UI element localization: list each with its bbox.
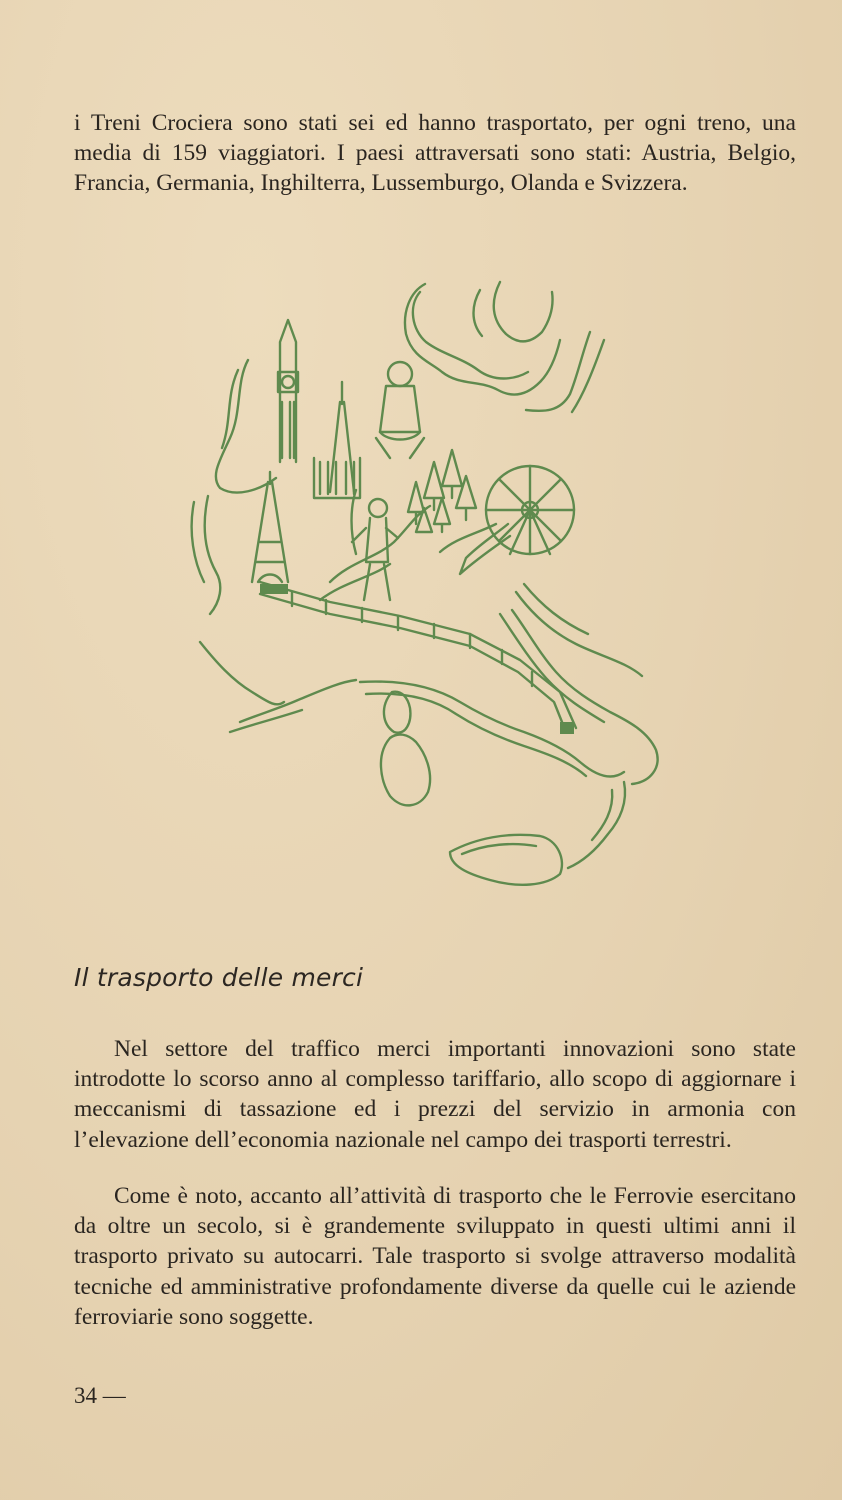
paragraph-treni-crociera: i Treni Crociera sono stati sei ed hanno trasportato, per ogni treno, una media di 159 viaggiatori. I paesi attraversati sono stati: Austria, Belgio, Francia, Germania, Inghilterra, Lussemburgo, Olanda e Svizzera.	[74, 110, 796, 197]
page-number: 34	[74, 1383, 97, 1408]
page-footer	[74, 1383, 126, 1409]
europe-travel-illustration	[180, 262, 680, 892]
map-drawing	[180, 262, 680, 892]
footer-dash: —	[102, 1383, 126, 1408]
paragraph-traffico-merci: Nel settore del traffico merci importanti innovazioni sono state introdotte lo scorso anno al complesso tariffario, allo scopo di aggiornare i meccanismi di tassazione ed i prezzi del servizio in armonia con l’elevazione dell’economia nazionale nel campo dei trasporti terrestri.	[74, 1036, 796, 1153]
section-heading: Il trasporto delle merci	[74, 963, 364, 992]
paragraph-trasporto-autocarri: Come è noto, accanto all’attività di trasporto che le Ferrovie esercitano da oltre un secolo, si è grandemente sviluppato in questi ultimi anni il trasporto privato su autocarri. Tale trasporto si svolge attraverso modalità tecniche ed amministrative profondamente diverse da quelle cui le aziende ferroviarie sono soggette.	[74, 1183, 796, 1330]
